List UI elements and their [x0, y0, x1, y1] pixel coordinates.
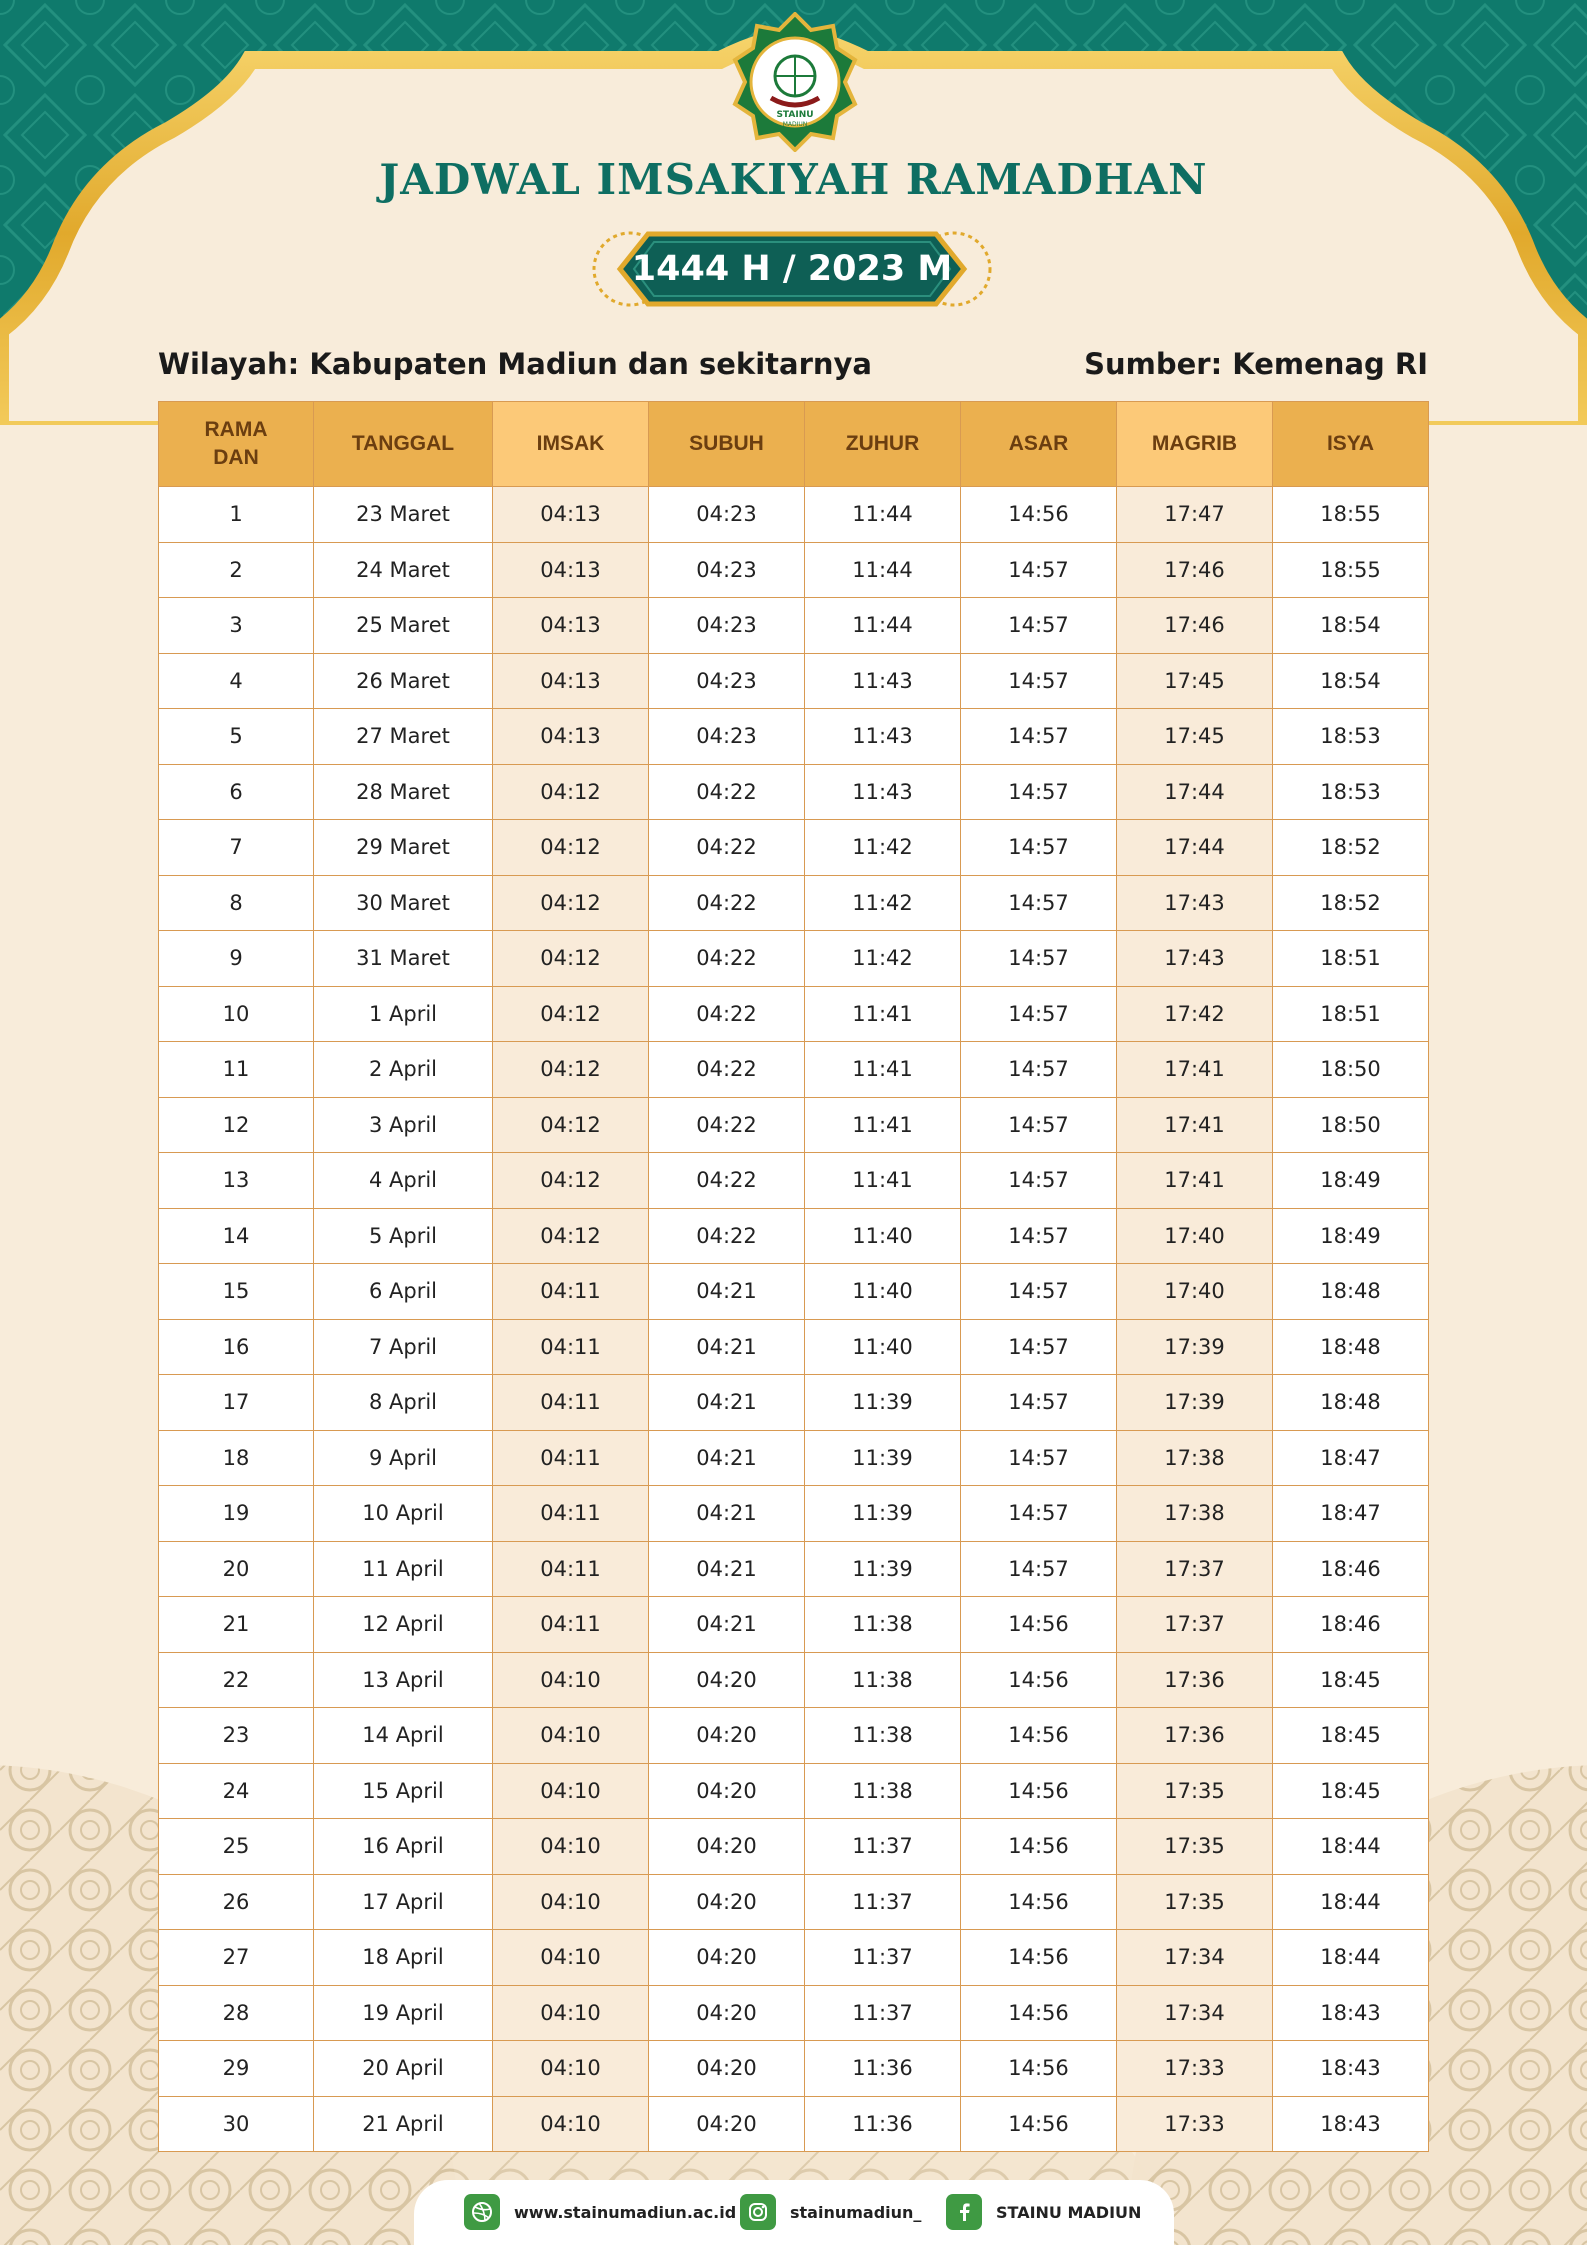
cell-imsak: 04:12 — [493, 986, 649, 1042]
cell-asar: 14:57 — [961, 931, 1117, 987]
cell-asar: 14:57 — [961, 1042, 1117, 1098]
cell-asar: 14:56 — [961, 1930, 1117, 1986]
cell-magrib: 17:41 — [1117, 1153, 1273, 1209]
cell-subuh: 04:21 — [649, 1264, 805, 1320]
cell-subuh: 04:23 — [649, 487, 805, 543]
cell-isya: 18:48 — [1273, 1375, 1429, 1431]
cell-zuhur: 11:41 — [805, 1153, 961, 1209]
table-row — [159, 1486, 1429, 1542]
cell-date: 13 April — [314, 1652, 493, 1708]
cell-imsak: 04:10 — [493, 1763, 649, 1819]
cell-asar: 14:57 — [961, 986, 1117, 1042]
cell-ramadan-day: 20 — [159, 1541, 314, 1597]
cell-subuh: 04:22 — [649, 986, 805, 1042]
table-row — [159, 764, 1429, 820]
cell-asar: 14:57 — [961, 1375, 1117, 1431]
cell-isya: 18:54 — [1273, 598, 1429, 654]
cell-imsak: 04:12 — [493, 1042, 649, 1098]
cell-imsak: 04:12 — [493, 1153, 649, 1209]
cell-date: 24 Maret — [314, 542, 493, 598]
source-label: Sumber: Kemenag RI — [1084, 347, 1428, 381]
cell-imsak: 04:13 — [493, 598, 649, 654]
cell-ramadan-day: 3 — [159, 598, 314, 654]
cell-magrib: 17:47 — [1117, 487, 1273, 543]
cell-subuh: 04:20 — [649, 2041, 805, 2097]
table-row — [159, 1097, 1429, 1153]
cell-magrib: 17:44 — [1117, 820, 1273, 876]
cell-imsak: 04:12 — [493, 875, 649, 931]
cell-date: 26 Maret — [314, 653, 493, 709]
cell-asar: 14:57 — [961, 875, 1117, 931]
cell-zuhur: 11:44 — [805, 598, 961, 654]
cell-isya: 18:48 — [1273, 1319, 1429, 1375]
cell-ramadan-day: 4 — [159, 653, 314, 709]
cell-magrib: 17:46 — [1117, 542, 1273, 598]
dribbble-globe-icon — [464, 2194, 500, 2230]
cell-zuhur: 11:42 — [805, 875, 961, 931]
cell-date: 9 April — [314, 1430, 493, 1486]
cell-magrib: 17:34 — [1117, 1985, 1273, 2041]
header-isya: ISYA — [1273, 402, 1429, 487]
cell-isya: 18:52 — [1273, 875, 1429, 931]
cell-ramadan-day: 10 — [159, 986, 314, 1042]
table-row — [159, 1319, 1429, 1375]
cell-ramadan-day: 6 — [159, 764, 314, 820]
cell-date: 12 April — [314, 1597, 493, 1653]
cell-subuh: 04:23 — [649, 653, 805, 709]
cell-subuh: 04:20 — [649, 1708, 805, 1764]
cell-date: 28 Maret — [314, 764, 493, 820]
logo-text: STAINU — [776, 110, 814, 120]
cell-date: 20 April — [314, 2041, 493, 2097]
cell-subuh: 04:22 — [649, 1042, 805, 1098]
cell-magrib: 17:40 — [1117, 1208, 1273, 1264]
cell-magrib: 17:35 — [1117, 1763, 1273, 1819]
cell-ramadan-day: 19 — [159, 1486, 314, 1542]
cell-asar: 14:57 — [961, 1541, 1117, 1597]
cell-magrib: 17:41 — [1117, 1097, 1273, 1153]
cell-imsak: 04:11 — [493, 1486, 649, 1542]
cell-subuh: 04:22 — [649, 875, 805, 931]
cell-isya: 18:44 — [1273, 1930, 1429, 1986]
cell-imsak: 04:12 — [493, 820, 649, 876]
table-header-row — [159, 402, 1429, 487]
cell-isya: 18:50 — [1273, 1042, 1429, 1098]
cell-zuhur: 11:38 — [805, 1708, 961, 1764]
cell-ramadan-day: 18 — [159, 1430, 314, 1486]
cell-date: 5 April — [314, 1208, 493, 1264]
cell-imsak: 04:11 — [493, 1430, 649, 1486]
cell-magrib: 17:46 — [1117, 598, 1273, 654]
cell-ramadan-day: 11 — [159, 1042, 314, 1098]
cell-isya: 18:46 — [1273, 1597, 1429, 1653]
cell-isya: 18:45 — [1273, 1652, 1429, 1708]
cell-subuh: 04:20 — [649, 1930, 805, 1986]
cell-date: 10 April — [314, 1486, 493, 1542]
year-badge — [590, 222, 994, 316]
cell-zuhur: 11:41 — [805, 1042, 961, 1098]
cell-ramadan-day: 1 — [159, 487, 314, 543]
cell-subuh: 04:20 — [649, 1874, 805, 1930]
cell-subuh: 04:20 — [649, 1652, 805, 1708]
table-row — [159, 598, 1429, 654]
cell-subuh: 04:23 — [649, 598, 805, 654]
cell-zuhur: 11:43 — [805, 653, 961, 709]
cell-date: 16 April — [314, 1819, 493, 1875]
table-row — [159, 931, 1429, 987]
cell-ramadan-day: 29 — [159, 2041, 314, 2097]
cell-ramadan-day: 5 — [159, 709, 314, 765]
cell-ramadan-day: 13 — [159, 1153, 314, 1209]
cell-asar: 14:57 — [961, 1153, 1117, 1209]
cell-ramadan-day: 15 — [159, 1264, 314, 1320]
cell-magrib: 17:33 — [1117, 2096, 1273, 2152]
cell-zuhur: 11:42 — [805, 931, 961, 987]
cell-subuh: 04:21 — [649, 1541, 805, 1597]
cell-isya: 18:43 — [1273, 2096, 1429, 2152]
year-label: 1444 H / 2023 M — [631, 249, 953, 289]
cell-imsak: 04:12 — [493, 1097, 649, 1153]
instagram-icon — [740, 2194, 776, 2230]
cell-isya: 18:48 — [1273, 1264, 1429, 1320]
cell-date: 31 Maret — [314, 931, 493, 987]
cell-imsak: 04:11 — [493, 1375, 649, 1431]
cell-ramadan-day: 30 — [159, 2096, 314, 2152]
cell-imsak: 04:10 — [493, 1708, 649, 1764]
table-row — [159, 1708, 1429, 1764]
header-subuh: SUBUH — [649, 402, 805, 487]
table-row — [159, 709, 1429, 765]
footer-instagram-text: stainumadiun_ — [790, 2202, 922, 2222]
cell-zuhur: 11:39 — [805, 1375, 961, 1431]
table-row — [159, 1985, 1429, 2041]
facebook-icon — [946, 2194, 982, 2230]
cell-magrib: 17:37 — [1117, 1541, 1273, 1597]
cell-zuhur: 11:40 — [805, 1208, 961, 1264]
logo-subtext: MADIUN — [782, 121, 808, 128]
cell-zuhur: 11:37 — [805, 1985, 961, 2041]
cell-date: 29 Maret — [314, 820, 493, 876]
cell-isya: 18:55 — [1273, 542, 1429, 598]
cell-date: 8 April — [314, 1375, 493, 1431]
cell-subuh: 04:22 — [649, 931, 805, 987]
stainu-logo — [725, 12, 865, 152]
cell-date: 6 April — [314, 1264, 493, 1320]
cell-magrib: 17:39 — [1117, 1319, 1273, 1375]
footer-website-text: www.stainumadiun.ac.id — [514, 2202, 737, 2222]
cell-imsak: 04:13 — [493, 709, 649, 765]
cell-subuh: 04:21 — [649, 1319, 805, 1375]
cell-asar: 14:57 — [961, 764, 1117, 820]
table-row — [159, 1930, 1429, 1986]
cell-zuhur: 11:41 — [805, 986, 961, 1042]
cell-date: 1 April — [314, 986, 493, 1042]
cell-magrib: 17:35 — [1117, 1874, 1273, 1930]
header-ramadan: RAMA DAN — [159, 402, 314, 487]
cell-isya: 18:49 — [1273, 1153, 1429, 1209]
table-row — [159, 1652, 1429, 1708]
cell-date: 27 Maret — [314, 709, 493, 765]
cell-asar: 14:57 — [961, 1208, 1117, 1264]
cell-imsak: 04:11 — [493, 1319, 649, 1375]
cell-isya: 18:55 — [1273, 487, 1429, 543]
cell-asar: 14:57 — [961, 709, 1117, 765]
cell-ramadan-day: 24 — [159, 1763, 314, 1819]
cell-asar: 14:56 — [961, 1874, 1117, 1930]
cell-ramadan-day: 17 — [159, 1375, 314, 1431]
cell-subuh: 04:22 — [649, 764, 805, 820]
cell-ramadan-day: 8 — [159, 875, 314, 931]
cell-asar: 14:56 — [961, 1763, 1117, 1819]
cell-asar: 14:56 — [961, 1597, 1117, 1653]
header-zuhur: ZUHUR — [805, 402, 961, 487]
table-row — [159, 2096, 1429, 2152]
cell-zuhur: 11:38 — [805, 1763, 961, 1819]
cell-imsak: 04:10 — [493, 1985, 649, 2041]
cell-ramadan-day: 14 — [159, 1208, 314, 1264]
table-row — [159, 1874, 1429, 1930]
cell-imsak: 04:10 — [493, 1930, 649, 1986]
cell-subuh: 04:21 — [649, 1486, 805, 1542]
cell-date: 30 Maret — [314, 875, 493, 931]
cell-asar: 14:56 — [961, 1819, 1117, 1875]
cell-ramadan-day: 25 — [159, 1819, 314, 1875]
cell-isya: 18:53 — [1273, 764, 1429, 820]
cell-magrib: 17:38 — [1117, 1486, 1273, 1542]
cell-imsak: 04:12 — [493, 931, 649, 987]
table-row — [159, 1541, 1429, 1597]
table-row — [159, 1042, 1429, 1098]
cell-magrib: 17:36 — [1117, 1708, 1273, 1764]
table-row — [159, 986, 1429, 1042]
table-row — [159, 1597, 1429, 1653]
cell-zuhur: 11:43 — [805, 764, 961, 820]
table-row — [159, 875, 1429, 931]
table-row — [159, 820, 1429, 876]
cell-zuhur: 11:40 — [805, 1319, 961, 1375]
cell-asar: 14:56 — [961, 1985, 1117, 2041]
cell-imsak: 04:10 — [493, 1652, 649, 1708]
cell-ramadan-day: 27 — [159, 1930, 314, 1986]
cell-magrib: 17:35 — [1117, 1819, 1273, 1875]
table-row — [159, 2041, 1429, 2097]
cell-ramadan-day: 12 — [159, 1097, 314, 1153]
header-tanggal: TANGGAL — [314, 402, 493, 487]
cell-asar: 14:56 — [961, 2096, 1117, 2152]
cell-zuhur: 11:44 — [805, 542, 961, 598]
footer-facebook-text: STAINU MADIUN — [996, 2202, 1142, 2222]
cell-ramadan-day: 7 — [159, 820, 314, 876]
footer-social-bar — [414, 2180, 1174, 2245]
cell-zuhur: 11:40 — [805, 1264, 961, 1320]
cell-zuhur: 11:37 — [805, 1874, 961, 1930]
cell-subuh: 04:21 — [649, 1430, 805, 1486]
header-magrib: MAGRIB — [1117, 402, 1273, 487]
cell-magrib: 17:41 — [1117, 1042, 1273, 1098]
cell-magrib: 17:43 — [1117, 875, 1273, 931]
cell-asar: 14:56 — [961, 1708, 1117, 1764]
footer-facebook[interactable] — [946, 2194, 1141, 2230]
cell-imsak: 04:13 — [493, 487, 649, 543]
cell-magrib: 17:38 — [1117, 1430, 1273, 1486]
cell-date: 2 April — [314, 1042, 493, 1098]
cell-ramadan-day: 2 — [159, 542, 314, 598]
cell-date: 4 April — [314, 1153, 493, 1209]
cell-magrib: 17:34 — [1117, 1930, 1273, 1986]
cell-magrib: 17:39 — [1117, 1375, 1273, 1431]
cell-isya: 18:49 — [1273, 1208, 1429, 1264]
cell-magrib: 17:43 — [1117, 931, 1273, 987]
header-asar: ASAR — [961, 402, 1117, 487]
cell-subuh: 04:23 — [649, 709, 805, 765]
header-imsak: IMSAK — [493, 402, 649, 487]
cell-zuhur: 11:44 — [805, 487, 961, 543]
cell-isya: 18:52 — [1273, 820, 1429, 876]
cell-zuhur: 11:36 — [805, 2041, 961, 2097]
cell-magrib: 17:33 — [1117, 2041, 1273, 2097]
cell-ramadan-day: 26 — [159, 1874, 314, 1930]
cell-zuhur: 11:41 — [805, 1097, 961, 1153]
cell-asar: 14:57 — [961, 653, 1117, 709]
cell-date: 17 April — [314, 1874, 493, 1930]
cell-asar: 14:56 — [961, 487, 1117, 543]
cell-asar: 14:57 — [961, 1319, 1117, 1375]
cell-subuh: 04:22 — [649, 1208, 805, 1264]
cell-zuhur: 11:37 — [805, 1930, 961, 1986]
cell-subuh: 04:20 — [649, 1763, 805, 1819]
cell-magrib: 17:44 — [1117, 764, 1273, 820]
cell-isya: 18:43 — [1273, 2041, 1429, 2097]
cell-magrib: 17:40 — [1117, 1264, 1273, 1320]
cell-zuhur: 11:39 — [805, 1486, 961, 1542]
cell-asar: 14:57 — [961, 820, 1117, 876]
cell-isya: 18:44 — [1273, 1819, 1429, 1875]
cell-date: 7 April — [314, 1319, 493, 1375]
footer-website[interactable] — [464, 2194, 736, 2230]
cell-subuh: 04:20 — [649, 2096, 805, 2152]
cell-date: 23 Maret — [314, 487, 493, 543]
cell-magrib: 17:42 — [1117, 986, 1273, 1042]
table-row — [159, 1375, 1429, 1431]
cell-date: 3 April — [314, 1097, 493, 1153]
cell-isya: 18:46 — [1273, 1541, 1429, 1597]
cell-isya: 18:53 — [1273, 709, 1429, 765]
cell-asar: 14:57 — [961, 542, 1117, 598]
cell-imsak: 04:11 — [493, 1597, 649, 1653]
table-row — [159, 653, 1429, 709]
cell-imsak: 04:10 — [493, 1874, 649, 1930]
cell-magrib: 17:45 — [1117, 709, 1273, 765]
cell-date: 14 April — [314, 1708, 493, 1764]
cell-ramadan-day: 21 — [159, 1597, 314, 1653]
cell-asar: 14:57 — [961, 1430, 1117, 1486]
cell-magrib: 17:45 — [1117, 653, 1273, 709]
cell-ramadan-day: 9 — [159, 931, 314, 987]
cell-subuh: 04:21 — [649, 1597, 805, 1653]
cell-date: 18 April — [314, 1930, 493, 1986]
cell-magrib: 17:37 — [1117, 1597, 1273, 1653]
cell-date: 21 April — [314, 2096, 493, 2152]
cell-zuhur: 11:39 — [805, 1430, 961, 1486]
cell-isya: 18:54 — [1273, 653, 1429, 709]
cell-zuhur: 11:37 — [805, 1819, 961, 1875]
cell-isya: 18:47 — [1273, 1486, 1429, 1542]
cell-isya: 18:50 — [1273, 1097, 1429, 1153]
table-row — [159, 1763, 1429, 1819]
cell-zuhur: 11:42 — [805, 820, 961, 876]
page-title: JADWAL IMSAKIYAH RAMADHAN — [379, 155, 1208, 204]
cell-zuhur: 11:38 — [805, 1597, 961, 1653]
footer-instagram[interactable] — [740, 2194, 921, 2230]
cell-date: 25 Maret — [314, 598, 493, 654]
cell-imsak: 04:11 — [493, 1264, 649, 1320]
cell-zuhur: 11:39 — [805, 1541, 961, 1597]
table-row — [159, 542, 1429, 598]
cell-asar: 14:57 — [961, 598, 1117, 654]
cell-ramadan-day: 22 — [159, 1652, 314, 1708]
cell-imsak: 04:10 — [493, 2096, 649, 2152]
cell-zuhur: 11:43 — [805, 709, 961, 765]
cell-subuh: 04:22 — [649, 1153, 805, 1209]
table-row — [159, 1819, 1429, 1875]
cell-imsak: 04:12 — [493, 1208, 649, 1264]
cell-isya: 18:51 — [1273, 986, 1429, 1042]
region-label: Wilayah: Kabupaten Madiun dan sekitarnya — [158, 347, 872, 381]
cell-isya: 18:43 — [1273, 1985, 1429, 2041]
cell-ramadan-day: 23 — [159, 1708, 314, 1764]
cell-subuh: 04:20 — [649, 1819, 805, 1875]
table-row — [159, 1264, 1429, 1320]
cell-imsak: 04:10 — [493, 2041, 649, 2097]
cell-date: 11 April — [314, 1541, 493, 1597]
cell-date: 15 April — [314, 1763, 493, 1819]
cell-subuh: 04:22 — [649, 820, 805, 876]
cell-imsak: 04:13 — [493, 653, 649, 709]
table-row — [159, 1208, 1429, 1264]
cell-ramadan-day: 16 — [159, 1319, 314, 1375]
cell-asar: 14:57 — [961, 1264, 1117, 1320]
cell-isya: 18:44 — [1273, 1874, 1429, 1930]
cell-asar: 14:56 — [961, 2041, 1117, 2097]
cell-imsak: 04:12 — [493, 764, 649, 820]
cell-isya: 18:51 — [1273, 931, 1429, 987]
table-row — [159, 1430, 1429, 1486]
cell-asar: 14:57 — [961, 1486, 1117, 1542]
cell-subuh: 04:23 — [649, 542, 805, 598]
cell-isya: 18:47 — [1273, 1430, 1429, 1486]
cell-ramadan-day: 28 — [159, 1985, 314, 2041]
cell-subuh: 04:21 — [649, 1375, 805, 1431]
imsakiyah-table — [158, 401, 1429, 2152]
table-row — [159, 1153, 1429, 1209]
cell-zuhur: 11:38 — [805, 1652, 961, 1708]
cell-imsak: 04:13 — [493, 542, 649, 598]
table-row — [159, 487, 1429, 543]
cell-asar: 14:56 — [961, 1652, 1117, 1708]
cell-imsak: 04:10 — [493, 1819, 649, 1875]
cell-isya: 18:45 — [1273, 1763, 1429, 1819]
cell-magrib: 17:36 — [1117, 1652, 1273, 1708]
cell-zuhur: 11:36 — [805, 2096, 961, 2152]
cell-isya: 18:45 — [1273, 1708, 1429, 1764]
cell-imsak: 04:11 — [493, 1541, 649, 1597]
cell-asar: 14:57 — [961, 1097, 1117, 1153]
cell-date: 19 April — [314, 1985, 493, 2041]
cell-subuh: 04:20 — [649, 1985, 805, 2041]
cell-subuh: 04:22 — [649, 1097, 805, 1153]
